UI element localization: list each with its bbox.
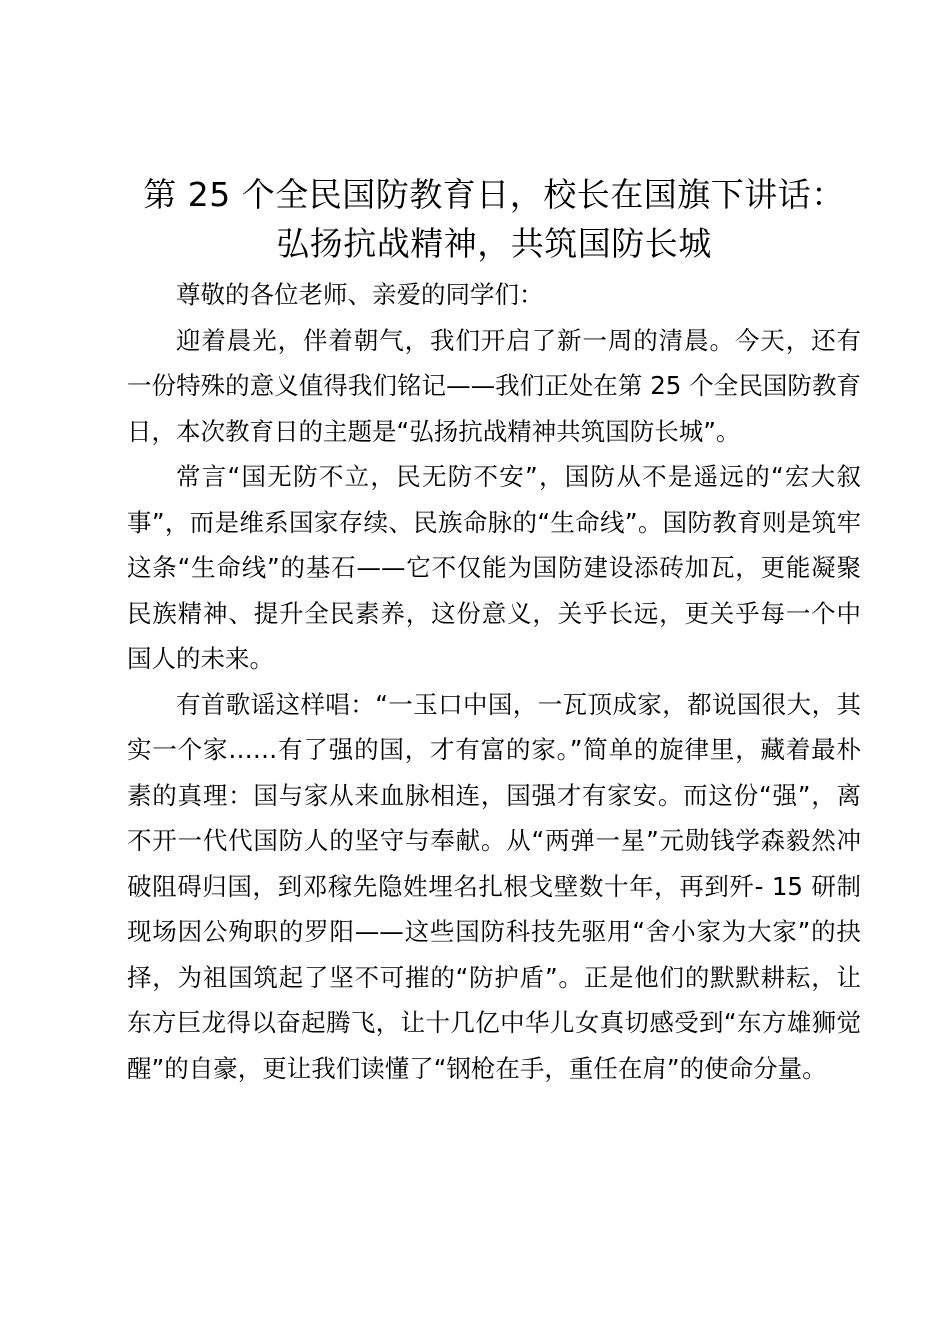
salutation-paragraph: 尊敬的各位老师、亲爱的同学们： [176,280,544,309]
body-paragraph-2: 常言“国无防不立，民无防不安”，国防从不是遥远的“宏大叙事”，而是维系国家存续、民族命脉的“生命线”。国防教育则是筑牢这条“生命线”的基石——它不仅能为国防建设添砖加瓦，更能凝聚民族精神、提升全民素养，这份意义，关乎长远，更关乎每一个中国人的未来。 [127,462,861,673]
title-line-1: 第 25 个全民国防教育日，校长在国旗下讲话： [143,175,845,214]
document-body [127,272,861,1091]
document-page [127,170,861,1091]
body-paragraph-3: 有首歌谣这样唱：“一玉口中国，一瓦顶成家，都说国很大，其实一个家……有了强的国，才有富的家。”简单的旋律里，藏着最朴素的真理：国与家从来血脉相连，国强才有家安。而这份“强”，离不开一代代国防人的坚守与奉献。从“两弹一星”元勋钱学森毅然冲破阻碍归国，到邓稼先隐姓埋名扎根戈壁数十年，再到歼- 15 研制现场因公殉职的罗阳——这些国防科技先驱用“舍小家为大家”的抉择，为祖国筑起了坚不可摧的“防护盾”。正是他们的默默耕耘，让东方巨龙得以奋起腾飞，让十几亿中华儿女真切感受到“东方雄狮觉醒”的自豪，更让我们读懂了“钢枪在手，重任在肩”的使命分量。 [127,689,861,1083]
title-line-2: 弘扬抗战精神，共筑国防长城 [276,224,712,263]
document-title [127,170,861,268]
body-paragraph-1: 迎着晨光，伴着朝气，我们开启了新一周的清晨。今天，还有一份特殊的意义值得我们铭记——我们正处在第 25 个全民国防教育日，本次教育日的主题是“弘扬抗战精神共筑国防长城”。 [127,325,861,446]
